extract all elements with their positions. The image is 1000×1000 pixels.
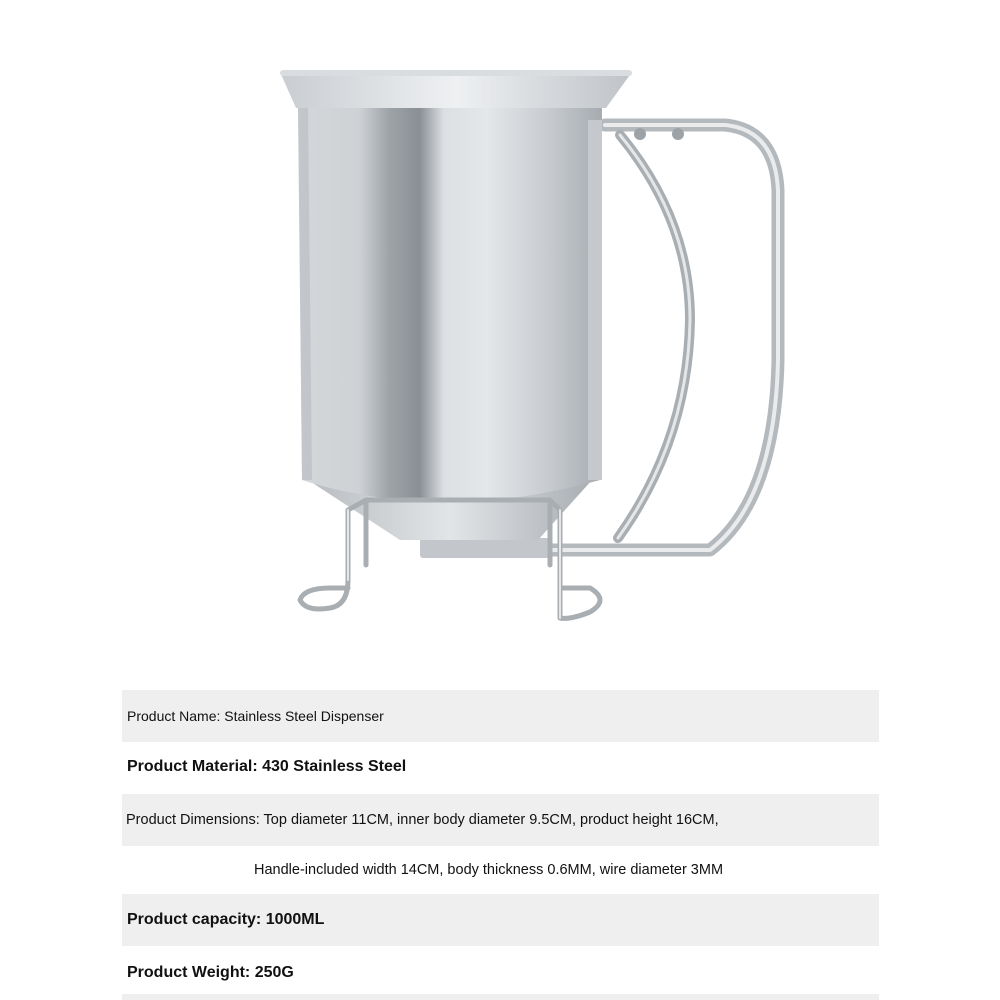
cup-body bbox=[298, 105, 602, 502]
spec-row-dimensions bbox=[122, 794, 879, 846]
batter-dispenser-image bbox=[270, 60, 800, 635]
spec-row-weight bbox=[122, 946, 879, 999]
spec-product-name: Product Name: Stainless Steel Dispenser bbox=[127, 708, 384, 724]
spec-product-dimensions-continued: Handle-included width 14CM, body thickness 0.6MM, wire diameter 3MM bbox=[254, 862, 724, 878]
spec-product-dimensions: Product Dimensions: Top diameter 11CM, inner body diameter 9.5CM, product height 16CM, bbox=[126, 812, 719, 828]
valve-plate bbox=[420, 538, 550, 558]
spec-table-bottom-strip bbox=[122, 994, 879, 1000]
spec-product-material: Product Material: 430 Stainless Steel bbox=[127, 758, 407, 775]
spec-row-name bbox=[122, 690, 879, 742]
spec-table bbox=[122, 690, 879, 999]
spec-row-capacity bbox=[122, 894, 879, 946]
spec-row-dimensions-continued bbox=[122, 846, 879, 894]
cup-rim bbox=[280, 72, 632, 108]
spec-product-capacity: Product capacity: 1000ML bbox=[127, 911, 325, 928]
spec-row-material bbox=[122, 742, 879, 792]
spec-product-weight: Product Weight: 250G bbox=[127, 963, 294, 981]
